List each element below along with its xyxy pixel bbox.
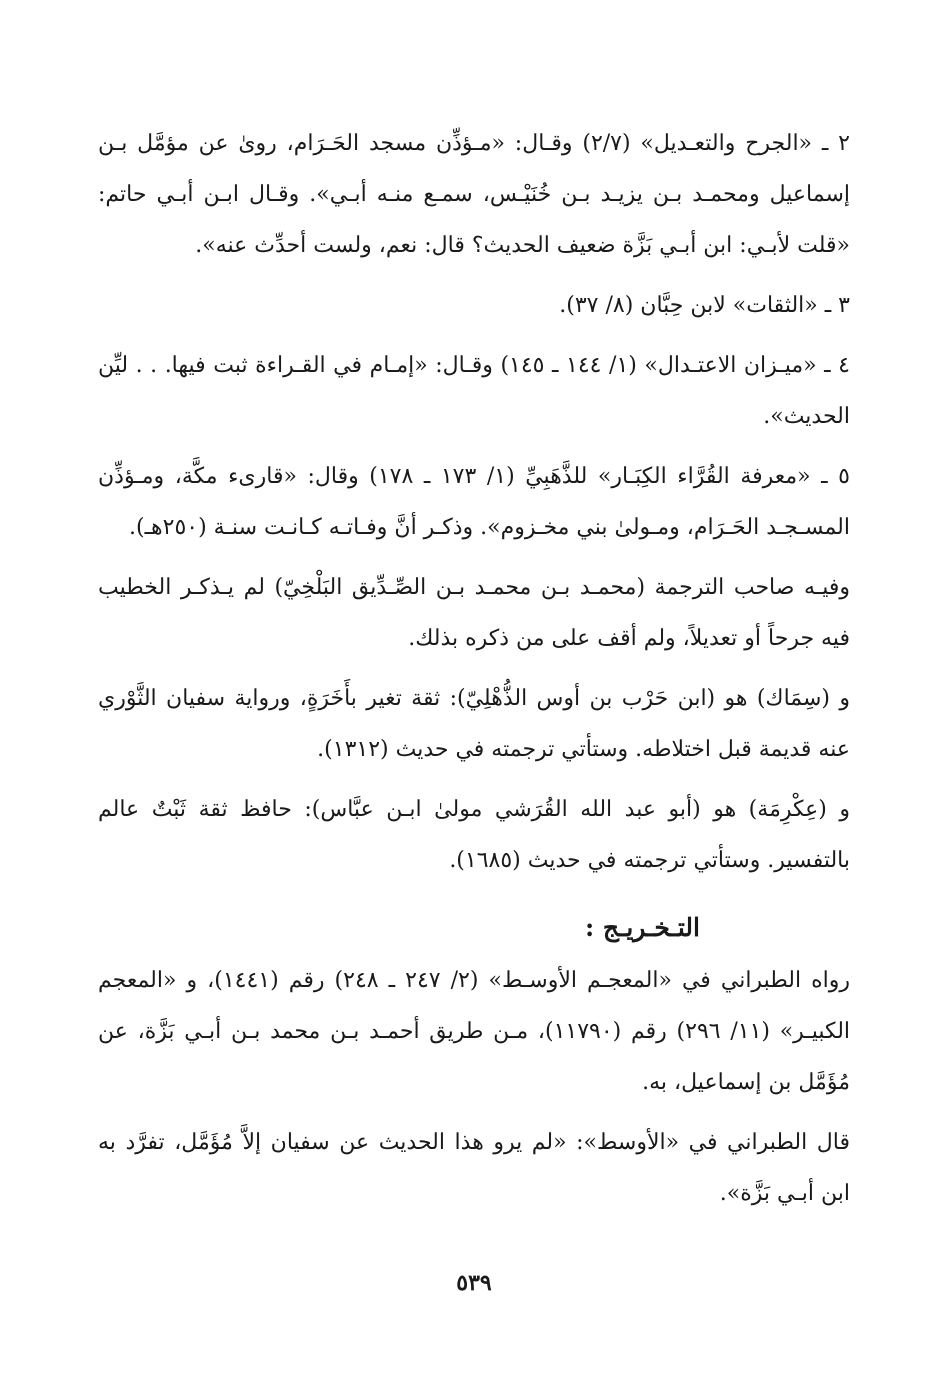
narrator-paragraph-simak: و (سِمَاك) هو (ابن حَرْب بن أوس الذُّهْلِيّ): ثقة تغير بأَخَرَةٍ، ورواية سفيان الثَّوْري عنه قديمة قبل اختلاطه. وستأتي ترجمته في حديث (١٣١٢). [98, 686, 850, 762]
reference-paragraph-5: ٥ ـ «معرفة القُرَّاء الكِبَـار» للذَّهَبِيِّ (١/ ١٧٣ ـ ١٧٨) وقال: «قارىء مكَّة، ومـؤذِّن المسـجـد الحَـرَام، ومـولىٰ بني مخـزوم». وذكـر أنَّ وفـاتـه كـانـت سنـة (٢٥٠هـ). [98, 464, 850, 540]
reference-paragraph-4: ٤ ـ «ميـزان الاعتـدال» (١/ ١٤٤ ـ ١٤٥) وقـال: «إمـام في القـراءة ثبت فيها. . . ليِّن الحديث». [98, 353, 850, 429]
takhrij-heading: التـخـريـج : [584, 913, 700, 942]
page-number: ٥٣٩ [456, 1270, 492, 1296]
narrator-paragraph-muhammad: وفيـه صاحب الترجمة (محمـد بـن محمـد بـن الصِّـدِّيق البَلْخِيّ) لم يـذكـر الخطيب فيه جرحاً أو تعديلاً، ولم أقف على من ذكره بذلك. [98, 575, 850, 651]
takhrij-paragraph-1: رواه الطبراني في «المعجـم الأوسـط» (٢/ ٢٤٧ ـ ٢٤٨) رقم (١٤٤١)، و «المعجم الكبيـر» (١١/ ٢٩٦) رقم (١١٧٩٠)، مـن طريق أحمـد بـن محمد بـن أبـي بَزَّة، عن مُؤَمَّل بن إسماعيل، به. [98, 968, 851, 1095]
narrator-paragraph-ikrimah: و (عِكْرِمَة) هو (أبو عبد الله القُرَشي مولىٰ ابـن عبَّاس): حافظ ثقة ثَبْتٌ عالم بالتفسير. وستأتي ترجمته في حديث (١٦٨٥). [98, 797, 850, 873]
reference-paragraph-2: ٢ ـ «الجرح والتعـديل» (٢/٧) وقـال: «مـؤذِّن مسجد الحَـرَام، روىٰ عن مؤمَّل بـن إسماعيل ومحمـد بـن يزيـد بـن خُنَيْـس، سمـع منـه أبـي». وقـال ابـن أبـي حاتم: «قلت لأبـي: ابن أبـي بَزَّة ضعيف الحديث؟ قال: نعم، ولست أحدِّث عنه». [98, 131, 850, 258]
page-body [98, 118, 850, 1228]
takhrij-paragraph-2: قال الطبراني في «الأوسط»: «لم يرو هذا الحديث عن سفيان إلاَّ مُؤَمَّل، تفرَّد به ابن أبـي بَزَّة». [98, 1130, 850, 1206]
reference-paragraph-3: ٣ ـ «الثقات» لابن حِبَّان (٨/ ٣٧). [559, 293, 850, 318]
